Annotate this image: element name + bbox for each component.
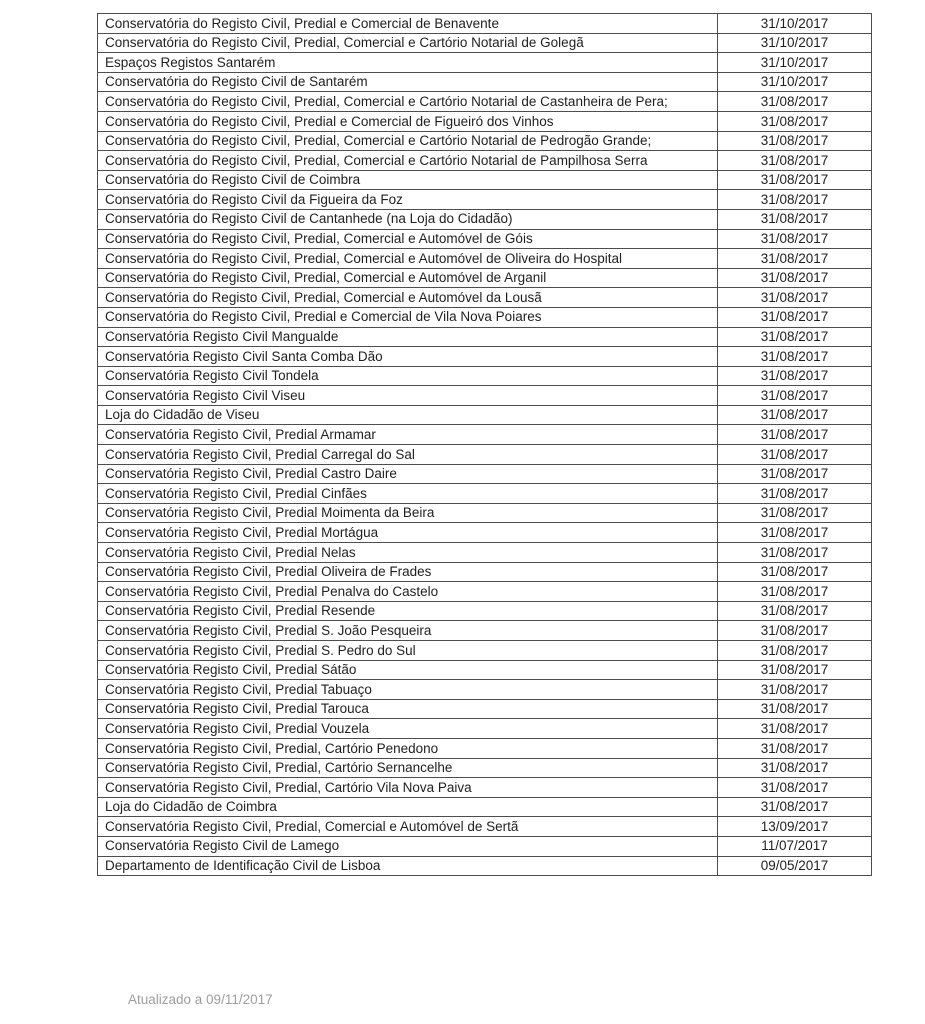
table-row: [98, 92, 872, 112]
office-name-cell: Conservatória Registo Civil de Lamego: [98, 836, 718, 856]
closure-date-cell: 31/08/2017: [718, 719, 872, 739]
table-row: [98, 229, 872, 249]
table-row: [98, 307, 872, 327]
table-row: [98, 111, 872, 131]
office-name-cell: Conservatória Registo Civil, Predial Vouzela: [98, 719, 718, 739]
table-row: [98, 288, 872, 308]
closure-date-cell: 09/05/2017: [718, 856, 872, 876]
closure-date-cell: 31/10/2017: [718, 14, 872, 34]
closure-date-cell: 31/08/2017: [718, 601, 872, 621]
table-row: [98, 386, 872, 406]
closure-date-cell: 31/08/2017: [718, 190, 872, 210]
office-name-cell: Conservatória do Registo Civil, Predial e Comercial de Benavente: [98, 14, 718, 34]
office-name-cell: Departamento de Identificação Civil de Lisboa: [98, 856, 718, 876]
office-name-cell: Conservatória Registo Civil, Predial Armamar: [98, 425, 718, 445]
table-row: [98, 758, 872, 778]
office-name-cell: Conservatória do Registo Civil, Predial e Comercial de Figueiró dos Vinhos: [98, 111, 718, 131]
closure-date-cell: 31/08/2017: [718, 347, 872, 367]
office-name-cell: Conservatória Registo Civil, Predial Tabuaço: [98, 680, 718, 700]
table-row: [98, 209, 872, 229]
closure-date-cell: 31/08/2017: [718, 464, 872, 484]
closure-date-cell: 31/08/2017: [718, 738, 872, 758]
closure-date-cell: 31/08/2017: [718, 366, 872, 386]
table-row: [98, 836, 872, 856]
office-name-cell: Conservatória Registo Civil, Predial, Cartório Penedono: [98, 738, 718, 758]
table-row: [98, 14, 872, 34]
table-row: [98, 699, 872, 719]
office-name-cell: Conservatória Registo Civil, Predial, Cartório Sernancelhe: [98, 758, 718, 778]
table-row: [98, 445, 872, 465]
table-row: [98, 738, 872, 758]
closure-date-cell: 31/08/2017: [718, 327, 872, 347]
office-name-cell: Loja do Cidadão de Coimbra: [98, 797, 718, 817]
table-row: [98, 464, 872, 484]
table-row: [98, 170, 872, 190]
office-name-cell: Conservatória do Registo Civil, Predial, Comercial e Cartório Notarial de Golegã: [98, 33, 718, 53]
table-row: [98, 327, 872, 347]
office-name-cell: Conservatória Registo Civil, Predial, Cartório Vila Nova Paiva: [98, 778, 718, 798]
closure-date-cell: 31/08/2017: [718, 699, 872, 719]
closure-date-cell: 31/08/2017: [718, 543, 872, 563]
table-row: [98, 190, 872, 210]
table-row: [98, 680, 872, 700]
table-row: [98, 425, 872, 445]
office-name-cell: Conservatória do Registo Civil, Predial, Comercial e Cartório Notarial de Castanheira de Pera;: [98, 92, 718, 112]
office-name-cell: Conservatória Registo Civil, Predial S. Pedro do Sul: [98, 641, 718, 661]
office-name-cell: Conservatória do Registo Civil, Predial, Comercial e Cartório Notarial de Pampilhosa Serra: [98, 151, 718, 171]
closure-date-cell: 31/08/2017: [718, 484, 872, 504]
closure-date-cell: 31/08/2017: [718, 778, 872, 798]
office-name-cell: Conservatória Registo Civil, Predial Resende: [98, 601, 718, 621]
office-name-cell: Conservatória do Registo Civil, Predial, Comercial e Automóvel de Arganil: [98, 268, 718, 288]
office-name-cell: Conservatória Registo Civil Santa Comba Dão: [98, 347, 718, 367]
closure-date-cell: 31/08/2017: [718, 151, 872, 171]
office-name-cell: Conservatória Registo Civil, Predial Castro Daire: [98, 464, 718, 484]
closure-date-cell: 31/08/2017: [718, 621, 872, 641]
office-name-cell: Conservatória Registo Civil, Predial Oliveira de Frades: [98, 562, 718, 582]
closure-date-cell: 31/10/2017: [718, 72, 872, 92]
closure-date-cell: 11/07/2017: [718, 836, 872, 856]
closure-date-cell: 31/08/2017: [718, 386, 872, 406]
table-row: [98, 543, 872, 563]
table-row: [98, 641, 872, 661]
closure-date-cell: 31/08/2017: [718, 249, 872, 269]
table-row: [98, 523, 872, 543]
table-row: [98, 562, 872, 582]
closure-date-cell: 13/09/2017: [718, 817, 872, 837]
closure-date-cell: 31/08/2017: [718, 131, 872, 151]
table-row: [98, 347, 872, 367]
table-row: [98, 484, 872, 504]
table-row: [98, 249, 872, 269]
closure-date-cell: 31/08/2017: [718, 582, 872, 602]
closure-date-cell: 31/08/2017: [718, 758, 872, 778]
office-name-cell: Conservatória do Registo Civil, Predial e Comercial de Vila Nova Poiares: [98, 307, 718, 327]
table-row: [98, 503, 872, 523]
office-name-cell: Conservatória Registo Civil, Predial Sátão: [98, 660, 718, 680]
office-name-cell: Conservatória Registo Civil Tondela: [98, 366, 718, 386]
office-name-cell: Conservatória Registo Civil, Predial, Comercial e Automóvel de Sertã: [98, 817, 718, 837]
office-name-cell: Conservatória Registo Civil, Predial Carregal do Sal: [98, 445, 718, 465]
closure-date-cell: 31/08/2017: [718, 680, 872, 700]
office-name-cell: Conservatória do Registo Civil, Predial, Comercial e Automóvel de Góis: [98, 229, 718, 249]
closure-date-cell: 31/08/2017: [718, 660, 872, 680]
closure-date-cell: 31/08/2017: [718, 503, 872, 523]
table-row: [98, 797, 872, 817]
office-name-cell: Conservatória do Registo Civil de Cantanhede (na Loja do Cidadão): [98, 209, 718, 229]
registry-offices-table: [97, 13, 872, 876]
closure-date-cell: 31/08/2017: [718, 288, 872, 308]
closure-date-cell: 31/08/2017: [718, 229, 872, 249]
table-row: [98, 582, 872, 602]
office-name-cell: Conservatória Registo Civil, Predial S. João Pesqueira: [98, 621, 718, 641]
closure-date-cell: 31/08/2017: [718, 307, 872, 327]
office-name-cell: Conservatória Registo Civil, Predial Moimenta da Beira: [98, 503, 718, 523]
closure-date-cell: 31/08/2017: [718, 170, 872, 190]
table-row: [98, 366, 872, 386]
closure-date-cell: 31/10/2017: [718, 53, 872, 73]
closure-date-cell: 31/08/2017: [718, 268, 872, 288]
updated-at-note: Atualizado a 09/11/2017: [128, 992, 273, 1007]
office-name-cell: Conservatória Registo Civil, Predial Nelas: [98, 543, 718, 563]
office-name-cell: Conservatória Registo Civil, Predial Penalva do Castelo: [98, 582, 718, 602]
table-row: [98, 72, 872, 92]
office-name-cell: Espaços Registos Santarém: [98, 53, 718, 73]
closure-date-cell: 31/08/2017: [718, 445, 872, 465]
closure-date-cell: 31/08/2017: [718, 111, 872, 131]
table-row: [98, 719, 872, 739]
office-name-cell: Conservatória do Registo Civil da Figueira da Foz: [98, 190, 718, 210]
office-name-cell: Conservatória Registo Civil Viseu: [98, 386, 718, 406]
office-name-cell: Conservatória Registo Civil, Predial Cinfães: [98, 484, 718, 504]
registry-offices-table-body: [98, 14, 872, 876]
closure-date-cell: 31/08/2017: [718, 797, 872, 817]
closure-date-cell: 31/08/2017: [718, 641, 872, 661]
office-name-cell: Conservatória do Registo Civil, Predial, Comercial e Automóvel da Lousã: [98, 288, 718, 308]
table-row: [98, 33, 872, 53]
closure-date-cell: 31/08/2017: [718, 523, 872, 543]
office-name-cell: Conservatória Registo Civil, Predial Mortágua: [98, 523, 718, 543]
table-row: [98, 53, 872, 73]
table-row: [98, 131, 872, 151]
table-row: [98, 660, 872, 680]
office-name-cell: Conservatória do Registo Civil de Santarém: [98, 72, 718, 92]
table-row: [98, 778, 872, 798]
table-row: [98, 621, 872, 641]
office-name-cell: Conservatória do Registo Civil, Predial, Comercial e Cartório Notarial de Pedrogão Grande;: [98, 131, 718, 151]
closure-date-cell: 31/08/2017: [718, 92, 872, 112]
table-row: [98, 151, 872, 171]
table-row: [98, 817, 872, 837]
closure-date-cell: 31/08/2017: [718, 562, 872, 582]
office-name-cell: Conservatória do Registo Civil, Predial, Comercial e Automóvel de Oliveira do Hospital: [98, 249, 718, 269]
office-name-cell: Conservatória Registo Civil Mangualde: [98, 327, 718, 347]
table-row: [98, 856, 872, 876]
closure-date-cell: 31/08/2017: [718, 209, 872, 229]
office-name-cell: Conservatória do Registo Civil de Coimbra: [98, 170, 718, 190]
closure-date-cell: 31/08/2017: [718, 425, 872, 445]
table-row: [98, 268, 872, 288]
closure-date-cell: 31/08/2017: [718, 405, 872, 425]
office-name-cell: Loja do Cidadão de Viseu: [98, 405, 718, 425]
table-row: [98, 405, 872, 425]
closure-date-cell: 31/10/2017: [718, 33, 872, 53]
table-row: [98, 601, 872, 621]
office-name-cell: Conservatória Registo Civil, Predial Tarouca: [98, 699, 718, 719]
